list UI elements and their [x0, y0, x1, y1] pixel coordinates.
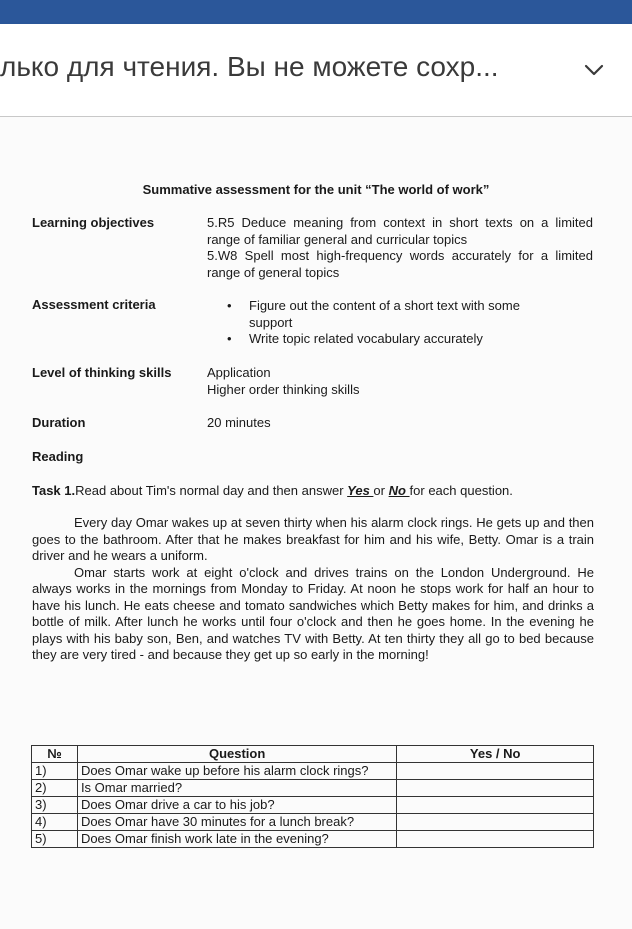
row-question: Does Omar wake up before his alarm clock rings? — [77, 763, 396, 780]
table-row — [32, 814, 594, 831]
row-question: Does Omar drive a car to his job? — [77, 797, 396, 814]
column-header-question: Question — [77, 746, 396, 763]
row-answer — [397, 814, 594, 831]
column-header-number: № — [32, 746, 78, 763]
read-only-banner[interactable] — [0, 24, 632, 117]
column-header-answer: Yes / No — [397, 746, 594, 763]
row-answer — [397, 797, 594, 814]
row-answer — [397, 831, 594, 848]
duration-value: 20 minutes — [207, 415, 271, 430]
title-bar — [0, 0, 632, 24]
table-row — [32, 831, 594, 848]
chevron-down-icon[interactable] — [582, 58, 606, 82]
task-text: Read about Tim's normal day and then answer — [75, 483, 348, 498]
read-only-message: лько для чтения. Вы не можете сохр... — [0, 51, 499, 82]
document-title: Summative assessment for the unit “The world of work” — [142, 182, 490, 197]
criteria-item: • Write topic related vocabulary accurately — [207, 331, 527, 348]
row-question: Does Omar finish work late in the evening? — [77, 831, 396, 848]
task-instruction — [32, 483, 602, 500]
row-number: 3) — [32, 797, 78, 814]
objective-w8: 5.W8 Spell most high-frequency words accurately for a limited range of general topics — [207, 248, 593, 280]
criteria-item: • Figure out the content of a short text with some support — [207, 298, 527, 331]
table-row — [32, 763, 594, 780]
learning-objectives-label: Learning objectives — [32, 215, 155, 230]
thinking-skills-label: Level of thinking skills — [32, 365, 172, 380]
assessment-criteria-list — [207, 298, 527, 348]
paragraph: Omar starts work at eight o'clock and drives trains on the London Underground. He always works in the mornings from Monday to Friday. At noon he stops work for half an hour to have his lunch. He eats cheese and tomato sandwiches which Betty makes for him, and drinks a bottle of milk. After lunch he works until four o'clock and then he goes home. In the evening he plays with his baby son, Ben, and watches TV with Betty. At ten thirty they all go to bed because they are very tired - and because they get up so early in the morning! — [32, 564, 594, 662]
task-text-end: for each question. — [409, 483, 513, 498]
row-question: Does Omar have 30 minutes for a lunch break? — [77, 814, 396, 831]
row-number: 4) — [32, 814, 78, 831]
paragraph: Every day Omar wakes up at seven thirty when his alarm clock rings. He gets up and then goes to the bathroom. After that he makes breakfast for him and his wife, Betty. Omar is a train driver and he wears a uniform. — [32, 515, 594, 563]
table-row — [32, 797, 594, 814]
questions-table — [31, 745, 594, 848]
row-number: 2) — [32, 780, 78, 797]
duration-label: Duration — [32, 415, 86, 430]
thinking-skill-application: Application — [207, 365, 271, 380]
learning-objectives-value — [207, 215, 593, 281]
thinking-skills-value — [207, 365, 359, 398]
task-text-or: or — [373, 483, 389, 498]
table-row — [32, 780, 594, 797]
row-answer — [397, 780, 594, 797]
reading-text — [32, 515, 594, 664]
thinking-skill-higher: Higher order thinking skills — [207, 381, 360, 397]
row-number: 1) — [32, 763, 78, 780]
task-label: Task 1. — [32, 483, 76, 498]
row-number: 5) — [32, 831, 78, 848]
yes-keyword: Yes — [347, 483, 374, 498]
row-answer — [397, 763, 594, 780]
no-keyword: No — [388, 483, 410, 498]
assessment-criteria-label: Assessment criteria — [32, 297, 156, 312]
row-question: Is Omar married? — [77, 780, 396, 797]
table-header-row — [32, 746, 594, 763]
section-heading: Reading — [32, 449, 84, 464]
objective-r5: 5.R5 Deduce meaning from context in short texts on a limited range of familiar general and curricular topics — [207, 215, 593, 247]
